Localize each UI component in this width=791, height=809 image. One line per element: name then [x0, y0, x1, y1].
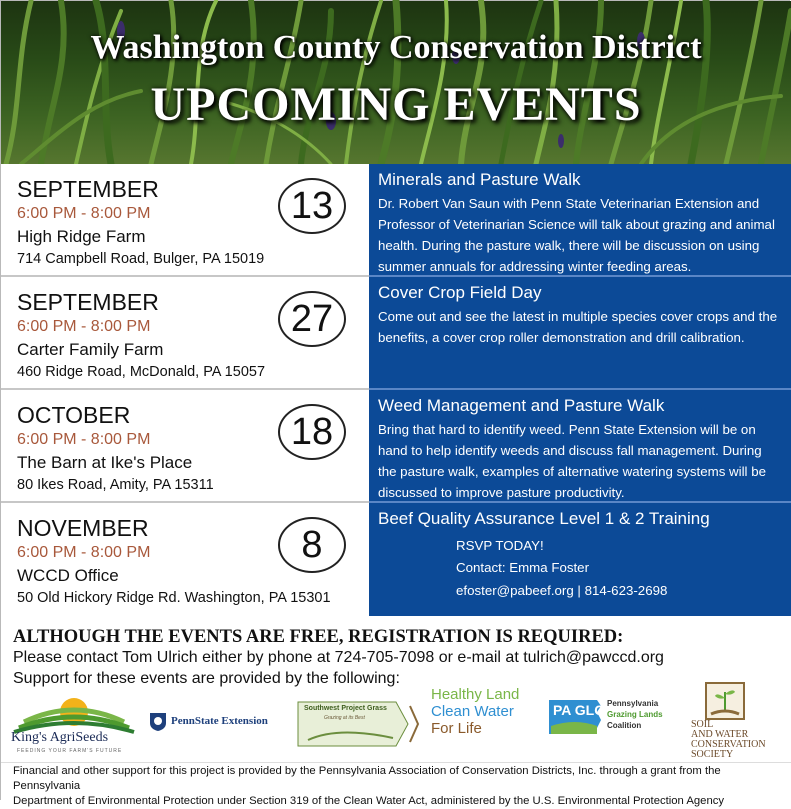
event-description-line: health. During the pasture walk, there will be discussion on using: [378, 238, 760, 253]
event-details: [1, 277, 369, 390]
event-row: [1, 164, 791, 277]
event-description-panel: [369, 390, 791, 503]
event-title: Cover Crop Field Day: [378, 283, 542, 302]
hand-plant-emblem-icon: [705, 682, 745, 720]
hlcw-line-2: Clean Water: [431, 703, 514, 720]
swcs-line-4: SOCIETY: [691, 749, 734, 760]
event-description-line: the pasture walk, examples of alternative watering systems will be: [378, 464, 766, 479]
rsvp-contact: Contact: Emma Foster: [456, 560, 590, 575]
event-description-panel: [369, 277, 791, 390]
event-description-line: hand to help identify weeds and discuss fall management. During: [378, 443, 762, 458]
event-description-panel: [369, 503, 791, 616]
event-description-line: Bring that hard to identify weed. Penn State Extension will be on: [378, 422, 756, 437]
event-address: 460 Ridge Road, McDonald, PA 15057: [17, 364, 266, 380]
footer: [1, 616, 791, 807]
event-day-badge: 13: [278, 178, 346, 234]
event-time: 6:00 PM - 8:00 PM: [17, 205, 151, 222]
rsvp-heading: RSVP TODAY!: [456, 538, 544, 553]
event-details: [1, 390, 369, 503]
paglc-badge: PA GLC: [553, 702, 605, 718]
funding-disclaimer-line: Financial and other support for this project is provided by the Pennsylvania Association of Conservation Districts, Inc. through a grant from the Pennsylvania: [13, 765, 721, 792]
nittany-lion-shield-icon: [149, 712, 167, 732]
soil-water-conservation-society-logo: [691, 682, 789, 762]
pennstate-extension-logo: [149, 712, 284, 736]
event-description-line: discussed to improve pasture productivity.: [378, 485, 625, 500]
event-row: [1, 277, 791, 390]
header-banner: [1, 1, 791, 164]
swcs-line-3: CONSERVATION: [691, 739, 766, 750]
hlcw-line-3: For Life: [431, 720, 482, 737]
event-day-badge: 8: [278, 517, 346, 573]
paglc-line-2: Grazing Lands: [607, 710, 663, 719]
event-venue: Carter Family Farm: [17, 340, 164, 359]
event-description-line: benefits, a cover crop roller demonstration and drill calibration.: [378, 330, 745, 345]
kings-agriseeds-tagline: FEEDING YOUR FARM'S FUTURE: [17, 748, 123, 754]
southwest-project-grass-logo: [298, 700, 420, 748]
event-description: [378, 419, 783, 503]
event-description: [378, 193, 783, 277]
footer-divider: [1, 762, 791, 763]
event-description-line: Dr. Robert Van Saun with Penn State Veterinarian Extension and: [378, 196, 760, 211]
event-month: OCTOBER: [17, 402, 131, 428]
event-description-line: Come out and see the latest in multiple species cover crops and the: [378, 309, 778, 324]
paglc-text: [607, 698, 663, 731]
paglc-line-1: Pennsylvania: [607, 699, 659, 708]
event-time: 6:00 PM - 8:00 PM: [17, 544, 151, 561]
event-month: SEPTEMBER: [17, 176, 159, 202]
organization-name: Washington County Conservation District: [90, 29, 702, 66]
event-title: Beef Quality Assurance Level 1 & 2 Training: [378, 509, 710, 528]
event-month: NOVEMBER: [17, 515, 149, 541]
funding-disclaimer-line: Department of Environmental Protection under Section 319 of the Clean Water Act, administered by the U.S. Environmental Protection Agency: [13, 795, 725, 807]
southwest-project-grass-name: Southwest Project Grass: [304, 705, 387, 712]
event-row: [1, 503, 791, 616]
events-list: [1, 164, 791, 616]
event-address: 50 Old Hickory Ridge Rd. Washington, PA 15301: [17, 590, 331, 606]
funding-disclaimer: [13, 764, 783, 809]
event-address: 80 Ikes Road, Amity, PA 15311: [17, 477, 214, 493]
kings-agriseeds-name: King's AgriSeeds: [11, 730, 109, 745]
registration-notice: ALTHOUGH THE EVENTS ARE FREE, REGISTRATION IS REQUIRED:: [13, 627, 624, 647]
event-details: [1, 503, 369, 616]
event-row: [1, 390, 791, 503]
page-title: UPCOMING EVENTS: [150, 78, 642, 131]
event-description-line: summer annuals for addressing winter feeding areas.: [378, 259, 692, 274]
pennstate-extension-name: PennState Extension: [171, 715, 268, 727]
event-title: Minerals and Pasture Walk: [378, 170, 581, 189]
event-description-line: Professor of Veterinarian Science will talk about grazing and animal: [378, 217, 775, 232]
pa-grazing-lands-coalition-logo: [547, 696, 687, 746]
contact-line: Please contact Tom Ulrich either by phone at 724-705-7098 or e-mail at tulrich@pawccd.org: [13, 649, 664, 666]
swcs-line-1: SOIL: [691, 719, 714, 730]
event-time: 6:00 PM - 8:00 PM: [17, 431, 151, 448]
event-time: 6:00 PM - 8:00 PM: [17, 318, 151, 335]
event-venue: WCCD Office: [17, 566, 119, 585]
event-venue: The Barn at Ike's Place: [17, 453, 193, 472]
support-line: Support for these events are provided by the following:: [13, 670, 400, 687]
event-day-badge: 18: [278, 404, 346, 460]
event-details: [1, 164, 369, 277]
hlcw-line-1: Healthy Land: [431, 686, 520, 703]
sunrise-fields-icon: [9, 688, 139, 732]
event-description: [378, 306, 783, 348]
event-month: SEPTEMBER: [17, 289, 159, 315]
paglc-line-3: Coalition: [607, 721, 642, 730]
event-address: 714 Campbell Road, Bulger, PA 15019: [17, 251, 265, 267]
healthy-land-clean-water-logo: [431, 686, 541, 752]
kings-agriseeds-logo: [9, 688, 139, 760]
swcs-line-2: AND WATER: [691, 729, 749, 740]
event-day-badge: 27: [278, 291, 346, 347]
event-title: Weed Management and Pasture Walk: [378, 396, 665, 415]
southwest-project-grass-tagline: Grazing at its Best: [324, 715, 365, 721]
rsvp-email-phone[interactable]: efoster@pabeef.org | 814-623-2698: [456, 583, 668, 598]
swcs-text: [691, 720, 766, 760]
event-description-panel: [369, 164, 791, 277]
sponsor-logos: [1, 682, 791, 762]
event-venue: High Ridge Farm: [17, 227, 146, 246]
